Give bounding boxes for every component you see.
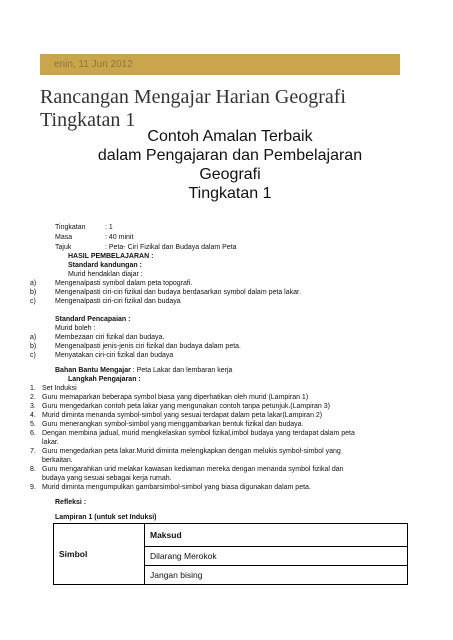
langkah-item: Murid diminta menanda symbol-simbol yang sesuai terdapat dalam peta lakar(Lampiran 2) — [42, 412, 323, 419]
kandungan-marker: b) — [30, 289, 37, 296]
post-title-line-1: Rancangan Mengajar Harian Geografi — [40, 86, 346, 108]
langkah-marker: 8. — [30, 466, 36, 473]
langkah-item-continuation: lakar. — [42, 439, 59, 446]
pencapaian-marker: a) — [30, 334, 37, 341]
bahan-value: : Peta Lakar dan lembaran kerja — [130, 367, 233, 374]
meaning-text: Jangan bising — [150, 570, 203, 580]
tajuk-label: Tajuk — [55, 244, 72, 251]
symbol-table — [53, 523, 408, 585]
kandungan-intro: Murid hendaklan diajar : — [68, 271, 143, 278]
langkah-marker: 6. — [30, 430, 36, 437]
kandungan-marker: c) — [30, 298, 36, 305]
pencapaian-item: Mengenalpasti jenis-jenis ciri fizikal dan budaya dalam peta. — [55, 343, 241, 350]
kandungan-marker: a) — [30, 280, 37, 287]
langkah-item: Guru mengedarkan contoh peta lakar yang mengunakan contoh tanpa petunjuk.(Lampiran 3) — [42, 403, 330, 410]
masa-value: : 40 minit — [105, 234, 134, 241]
langkah-marker: 4. — [30, 412, 36, 419]
langkah-marker: 1. — [30, 385, 36, 392]
symbol-column-header — [54, 524, 145, 585]
document-title — [40, 127, 420, 203]
kandungan-item: Mengenalpasti ciri-ciri fizikal dan budaya berdasarkan symbol dalam peta lakar. — [55, 289, 301, 296]
langkah-marker: 2. — [30, 394, 36, 401]
kandungan-heading: Standard kandungan : — [68, 262, 142, 269]
masa-label: Masa — [55, 234, 73, 241]
langkah-item-continuation: berkaitan. — [42, 457, 73, 464]
meaning-header-text: Maksud — [150, 530, 182, 540]
document-title-line-2: dalam Pengajaran dan Pembelajaran — [97, 147, 363, 164]
langkah-item: Murid diminta mengumpulkan gambarsimbol-simbol yang biasa digunakan dalam peta. — [42, 484, 311, 491]
pencapaian-item: Menyatakan ciri-ciri fizikal dan budaya — [55, 352, 174, 359]
tingkatan-label: Tingkatan — [55, 224, 86, 231]
table-cell — [145, 547, 408, 566]
post-title — [40, 86, 420, 132]
refleksi-heading: Refleksi : — [55, 499, 87, 506]
pencapaian-marker: c) — [30, 352, 36, 359]
langkah-item: Guru menerangkan symbol-simbol yang menggambarkan bentuk fizikal dan budaya. — [42, 421, 304, 428]
meaning-column-header — [145, 524, 408, 547]
lampiran-heading: Lampiran 1 (untuk set Induksi) — [55, 514, 157, 521]
document-title-line-3: Geografi — [199, 166, 261, 183]
langkah-heading: Langkah Pengajaran : — [68, 376, 141, 383]
tingkatan-value: : 1 — [105, 224, 113, 231]
document-title-line-1: Contoh Amalan Terbaik — [147, 128, 313, 145]
pencapaian-marker: b) — [30, 343, 37, 350]
langkah-item: Set Induksi — [42, 385, 77, 392]
pencapaian-heading: Standard Pencapaian : — [55, 316, 131, 323]
document-title-line-4: Tingkatan 1 — [188, 185, 272, 202]
post-title-line-2: Tingkatan 1 — [40, 109, 136, 131]
post-date: enin, 11 Jun 2012 — [54, 59, 133, 70]
pencapaian-intro: Murid boleh : — [55, 325, 96, 332]
meaning-text: Dilarang Merokok — [150, 551, 217, 561]
langkah-marker: 9. — [30, 484, 36, 491]
langkah-item: Guru memaparkan beberapa symbol biasa yang diperhatikan oleh murid (Lampiran 1) — [42, 394, 309, 401]
langkah-marker: 7. — [30, 448, 36, 455]
langkah-item: Dengan membina jadual, murid mengkelaskan symbol fizikal,imbol budaya yang terdapat dalam peta — [42, 430, 355, 437]
langkah-item: Guru mengarahkan urid melakar kawasan kediaman mereka dengan menanda symbol fizikal dan — [42, 466, 344, 473]
langkah-marker: 3. — [30, 403, 36, 410]
table-cell — [145, 566, 408, 585]
bahan-label: Bahan Bantu Mengajar — [55, 367, 131, 374]
langkah-item: Guru mengedarkan peta lakar.Murid diminta melengkapkan dengan melukis symbol-simbol yang — [42, 448, 341, 455]
langkah-item-continuation: budaya yang sesuai sebagai kerja rumah. — [42, 475, 172, 482]
pencapaian-item: Membezaan ciri fizikal dan budaya. — [55, 334, 165, 341]
hasil-heading: HASIL PEMBELAJARAN : — [68, 253, 154, 260]
langkah-marker: 5. — [30, 421, 36, 428]
tajuk-value: : Peta- Ciri Fizikal dan Budaya dalam Peta — [105, 244, 237, 251]
kandungan-item: Mengenalpasti symbol dalam peta topografi. — [55, 280, 193, 287]
post-date-bar — [40, 54, 400, 75]
bahan-line — [55, 366, 232, 375]
kandungan-item: Mengenalpasti ciri-ciri fizikal dan budaya — [55, 298, 181, 305]
symbol-header-text: Simbol — [59, 549, 88, 559]
table-row — [54, 524, 408, 547]
